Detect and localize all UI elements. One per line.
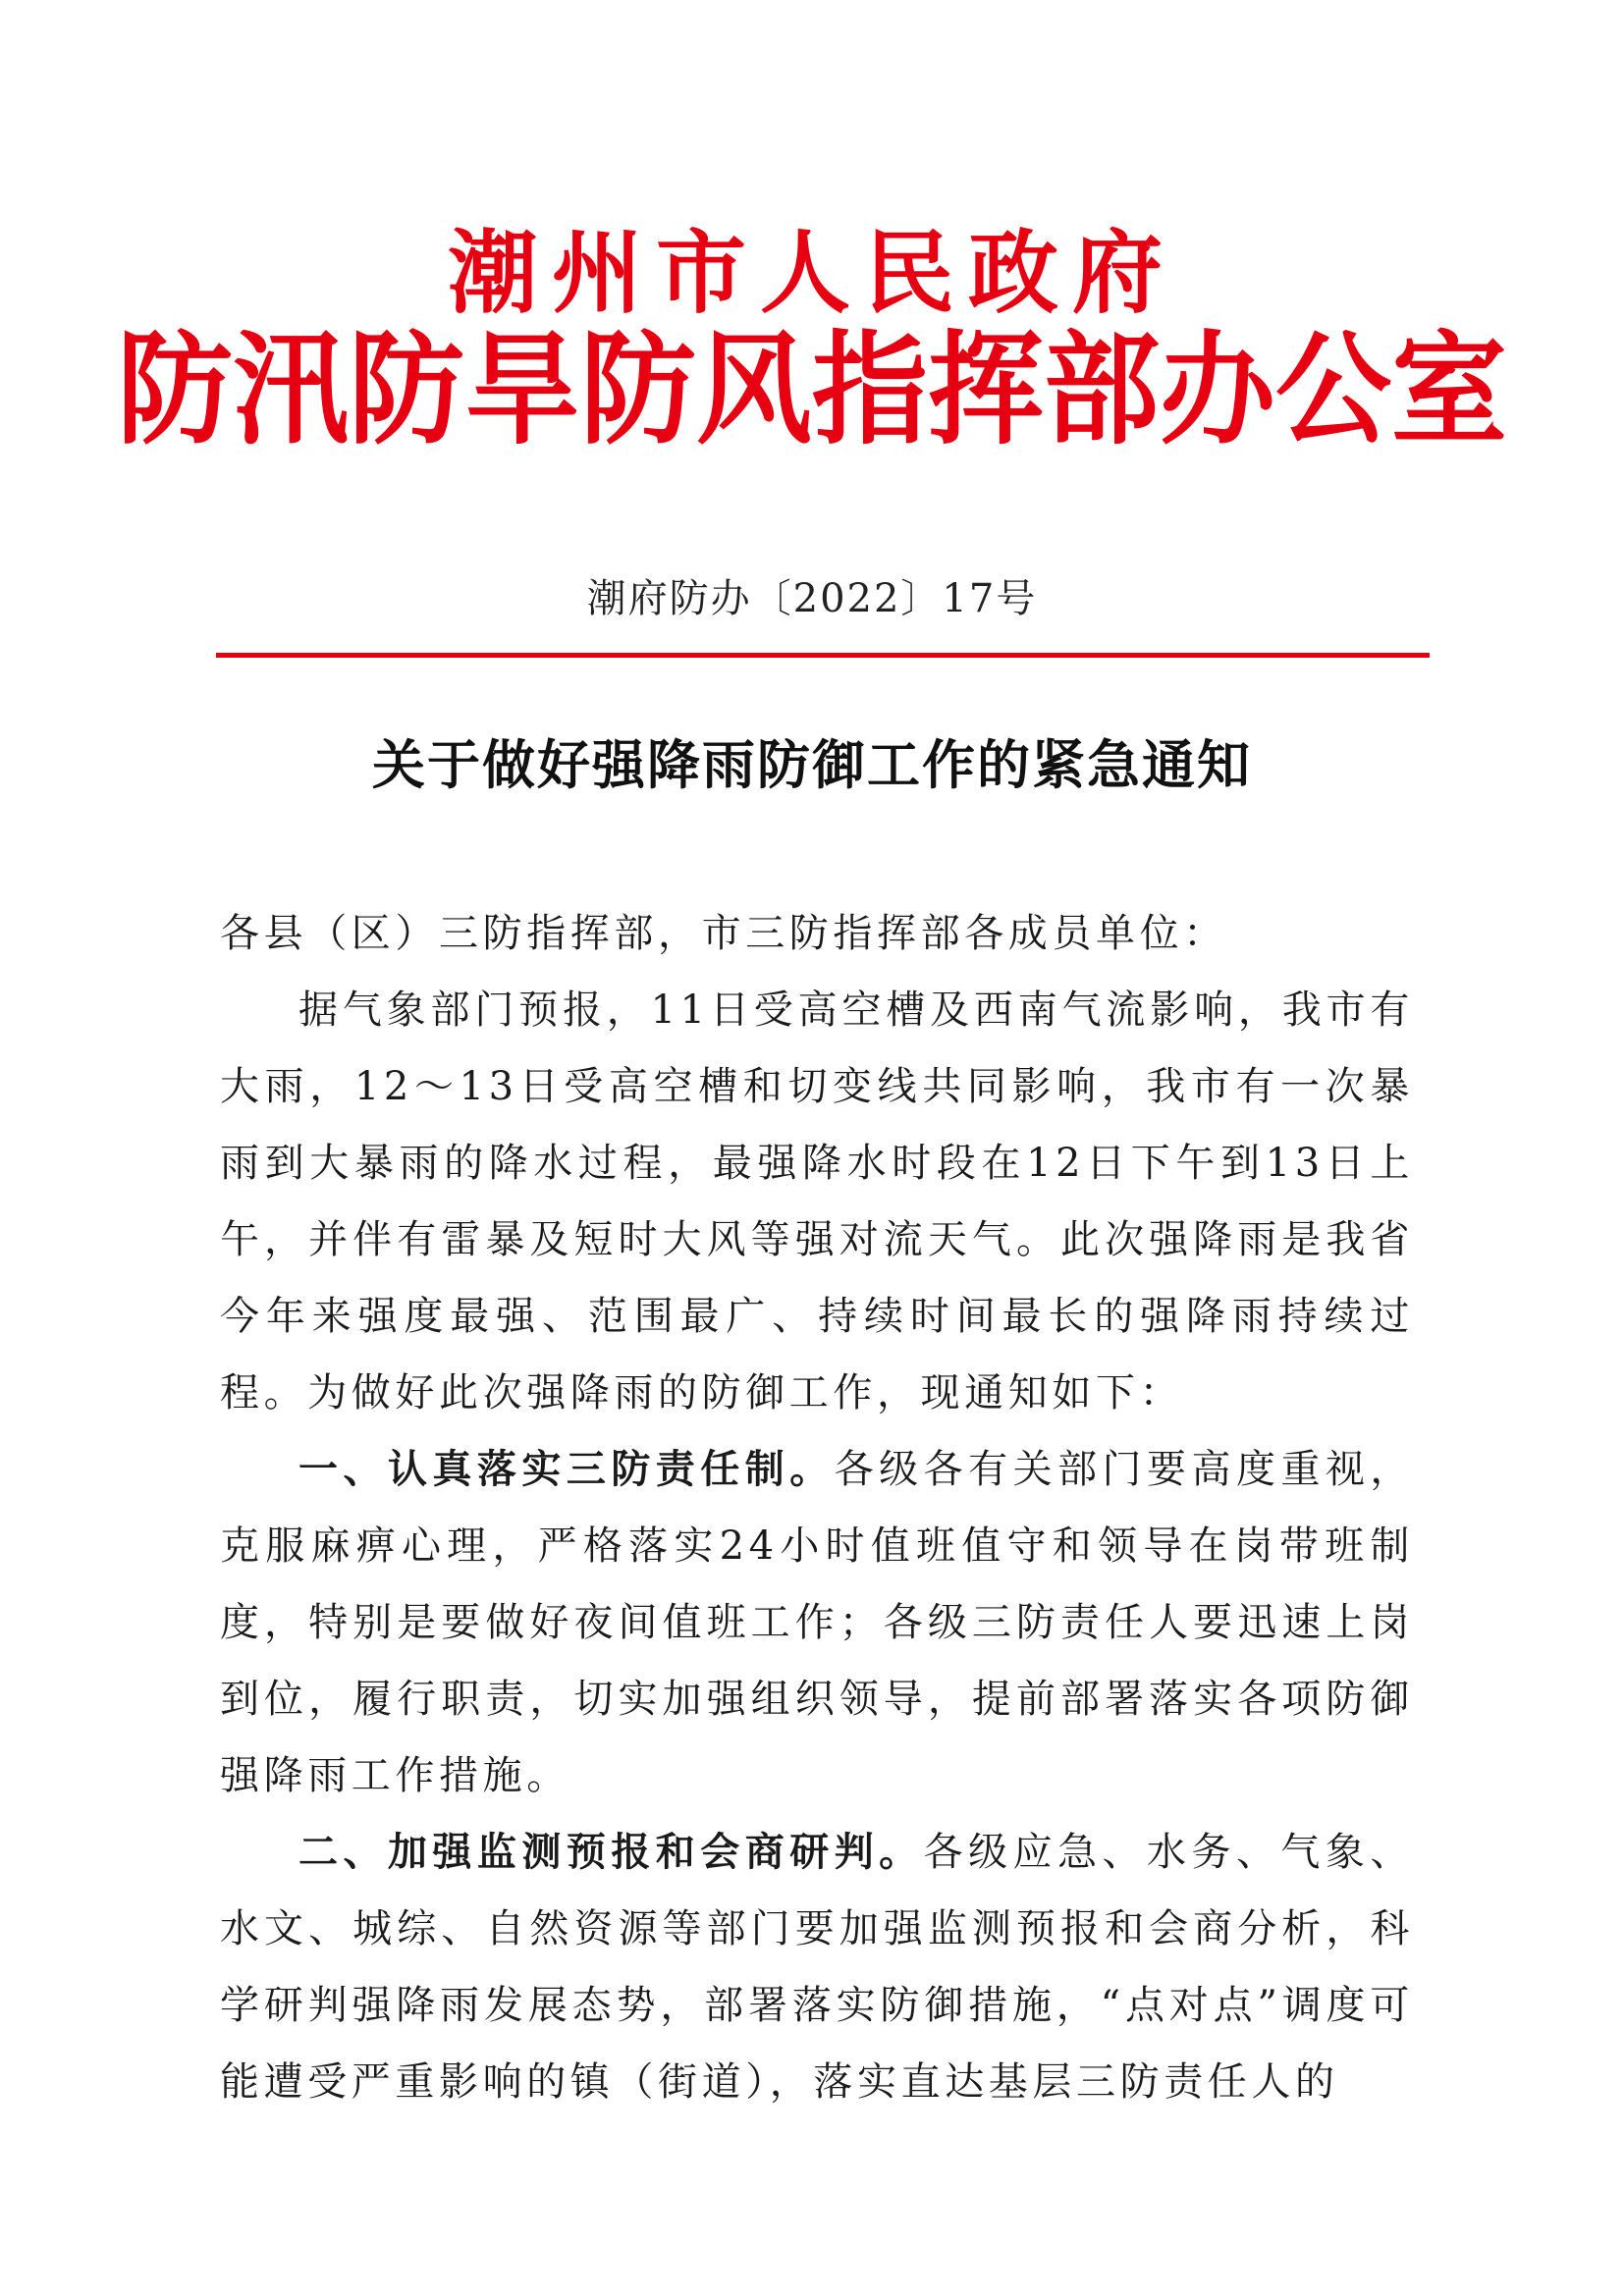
document-body	[220, 895, 1414, 2120]
document-title: 关于做好强降雨防御工作的紧急通知	[372, 733, 1252, 796]
red-divider-line	[216, 653, 1430, 658]
paragraph-text: 各级各有关部门要高度重视，克服麻痹心理，严格落实24小时值班值守和领导在岗带班制度，特别是要做好夜间值班工作；各级三防责任人要迅速上岗到位，履行职责，切实加强组织领导，提前部署落实各项防御强降雨工作措施。	[220, 1447, 1414, 1798]
salutation: 各县（区）三防指挥部，市三防指挥部各成员单位：	[220, 911, 1227, 956]
paragraph-text: 据气象部门预报，11日受高空槽及西南气流影响，我市有大雨，12～13日受高空槽和切变线共同影响，我市有一次暴雨到大暴雨的降水过程，最强降水时段在12日下午到13日上午，并伴有雷暴及短时大风等强对流天气。此次强降雨是我省今年来强度最强、范围最广、持续时间最长的强降雨持续过程。为做好此次强降雨的防御工作，现通知如下：	[220, 988, 1414, 1415]
paragraph-text: 各级应急、水务、气象、水文、城综、自然资源等部门要加强监测预报和会商分析，科学研判强降雨发展态势，部署落实防御措施，“点对点”调度可能遭受严重影响的镇（街道），落实直达基层三防责任人的	[220, 1830, 1414, 2105]
document-number: 潮府防办〔2022〕17号	[586, 576, 1038, 621]
issuing-org-line1: 潮州市人民政府	[447, 220, 1176, 326]
issuing-org-line2: 防汛防旱防风指挥部办公室	[116, 317, 1507, 461]
section-heading: 二、加强监测预报和会商研判。	[298, 1829, 924, 1875]
paragraph-intro	[220, 972, 1414, 1431]
paragraph-section-1	[220, 1431, 1414, 1814]
section-heading: 一、认真落实三防责任制。	[298, 1446, 835, 1492]
paragraph-section-2	[220, 1814, 1414, 2120]
